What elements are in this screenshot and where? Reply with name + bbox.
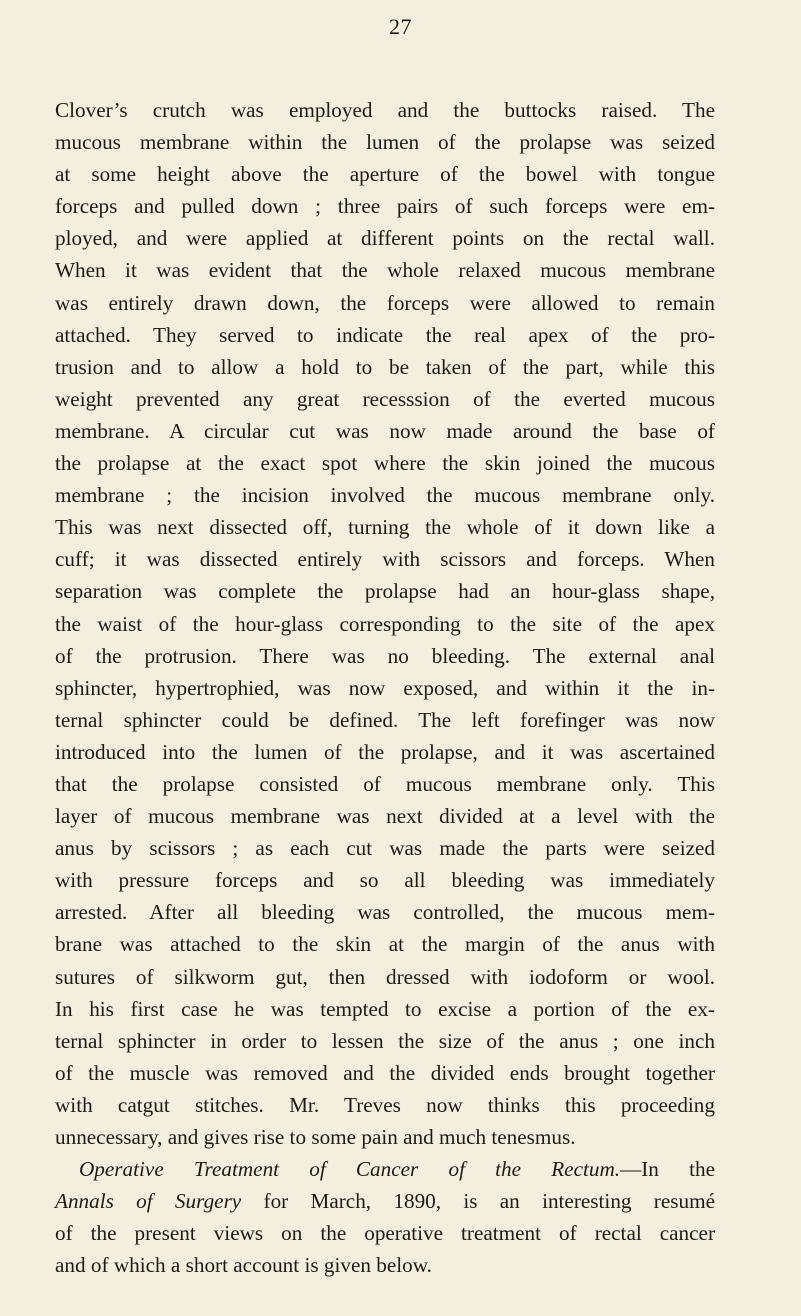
text-line-13: membrane ; the incision involved the mucous membrane only. — [55, 483, 715, 508]
text-line-6: When it was evident that the whole relaxed mucous membrane — [55, 258, 715, 283]
text-line-23: layer of mucous membrane was next divided at a level with the — [55, 804, 715, 829]
text-line-33: unnecessary, and gives rise to some pain and much tenesmus. — [55, 1125, 576, 1149]
text-line-12: the prolapse at the exact spot where the skin joined the mucous — [55, 451, 715, 476]
text-line-18: of the protrusion. There was no bleeding. The external anal — [55, 643, 715, 668]
text-line-8: attached. They served to indicate the real apex of the pro- — [55, 322, 715, 347]
text-line-27: brane was attached to the skin at the margin of the anus with — [55, 932, 715, 957]
text-line-28: sutures of silkworm gut, then dressed with iodoform or wool. — [55, 964, 715, 989]
text-line-2: mucous membrane within the lumen of the prolapse was seized — [55, 130, 715, 155]
text-line-24: anus by scissors ; as each cut was made the parts were seized — [55, 836, 715, 861]
text-line-10: weight prevented any great recesssion of the everted mucous — [55, 386, 715, 411]
text-line-29: In his first case he was tempted to excise a portion of the ex- — [55, 996, 715, 1021]
body-text — [55, 94, 715, 1281]
journal-title: Annals of Surgery — [55, 1189, 242, 1214]
text-line-30: ternal sphincter in order to lessen the size of the anus ; one inch — [55, 1028, 715, 1053]
text-line-25: with pressure forceps and so all bleeding was immediately — [55, 868, 715, 893]
text-line-22: that the prolapse consisted of mucous membrane only. This — [55, 771, 715, 796]
text-line-16: separation was complete the prolapse had an hour-glass shape, — [55, 579, 715, 604]
text-line-5: ployed, and were applied at different points on the rectal wall. — [55, 226, 715, 251]
text-line-9: trusion and to allow a hold to be taken of the part, while this — [55, 354, 715, 379]
text-line-journal — [55, 1185, 715, 1217]
text-line-17: the waist of the hour-glass corresponding to the site of the apex — [55, 611, 715, 636]
page-number: 27 — [389, 14, 412, 39]
text-line-31: of the muscle was removed and the divided ends brought together — [55, 1060, 715, 1085]
text-line-26: arrested. After all bleeding was controlled, the mucous mem- — [55, 900, 715, 925]
section-heading-dash: —In the — [620, 1157, 715, 1182]
text-line-3: at some height above the aperture of the bowel with tongue — [55, 162, 715, 187]
text-line-15: cuff; it was dissected entirely with scissors and forceps. When — [55, 547, 715, 572]
text-line-final-1: of the present views on the operative treatment of rectal cancer — [55, 1221, 715, 1246]
text-line-14: This was next dissected off, turning the whole of it down like a — [55, 515, 715, 540]
text-line-21: introduced into the lumen of the prolapse, and it was ascertained — [55, 739, 715, 764]
text-line-20: ternal sphincter could be defined. The left forefinger was now — [55, 707, 715, 732]
text-line-11: membrane. A circular cut was now made around the base of — [55, 418, 715, 443]
section-heading-title: Operative Treatment of Cancer of the Rectum. — [79, 1157, 621, 1182]
section-heading-line — [55, 1153, 715, 1185]
text-line-19: sphincter, hypertrophied, was now exposed, and within it the in- — [55, 675, 715, 700]
text-line-final-2: and of which a short account is given below. — [55, 1253, 432, 1278]
text-line-4: forceps and pulled down ; three pairs of such forceps were em- — [55, 194, 715, 219]
text-line-7: was entirely drawn down, the forceps were allowed to remain — [55, 290, 715, 315]
journal-rest: for March, 1890, is an interesting resumé — [241, 1189, 715, 1214]
text-line-1: Clover’s crutch was employed and the buttocks raised. The — [55, 98, 715, 122]
text-line-32: with catgut stitches. Mr. Treves now thinks this proceeding — [55, 1092, 715, 1117]
